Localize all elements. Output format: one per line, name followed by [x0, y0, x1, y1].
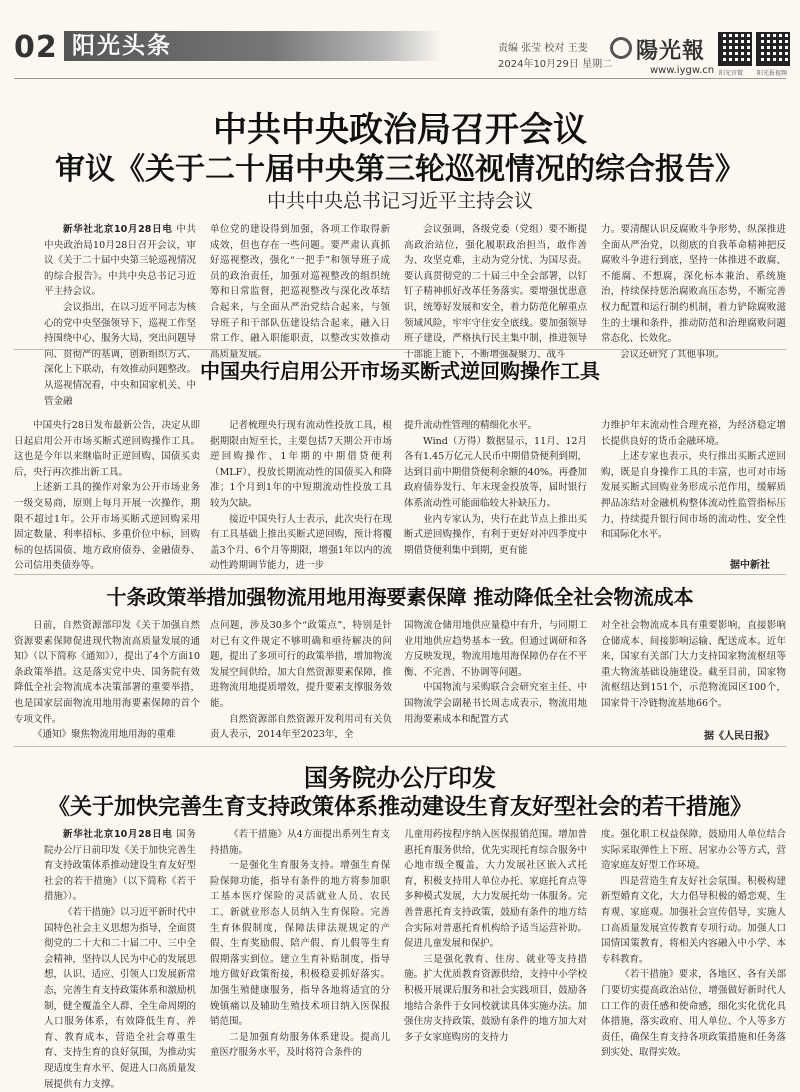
paragraph: 上述新工具的操作对象为公开市场业务一级交易商，原则上每月开展一次操作，期限不超过1年。公开市场买断式逆回购采用固定数量、利率招标、多重价位中标，回购标的包括国债、地方政府债券、金融债券、公司信用类债券等。: [14, 482, 200, 572]
article-headline-line2: 《关于加快完善生育支持政策体系推动建设生育友好型社会的若干措施》: [47, 795, 752, 820]
qr-label: 阳光报视频: [757, 70, 788, 77]
lead-column-4: [601, 222, 786, 360]
paragraph: 国务院办公厅日前印发《关于加快完善生育支持政策体系推动建设生育友好型社会的若干措施》（以下简称《若干措施》）。: [44, 829, 197, 903]
paragraph: 单位党的建设得到加强，各项工作取得新成效，但也存在一些问题。要严肃认真抓好巡视整改，强化“一把手”和领导班子成员的政治责任，加强对巡视整改的组织统筹和日常监督，把巡视整改与深化改革结合起来，与全面从严治党结合起来，与领导班子和干部队伍建设结合起来，融入日常工作、融入职能职责，以整改实效推动高质量发展。: [210, 224, 390, 360]
logo-text: 陽光報: [636, 38, 706, 64]
paragraph: 会议指出，在以习近平同志为核心的党中央坚强领导下，巡视工作坚持围绕中心、服务大局，突出问题导向、贯彻严的基调，创新组织方式、深化上下联动，有效推动问题整改。从巡视情况看，中央和国家机关、中管金融: [44, 301, 197, 407]
paragraph: 记者梳理央行现有流动性投放工具，根据期限由短至长，主要包括7天期公开市场逆回购操作、1年期的中期借贷便利（MLF）、投放长期流动性的国债买入和降准；1个月到1年的中短期流动性投放工具较为欠缺。: [210, 420, 392, 509]
paragraph: 上述专家也表示，央行推出买断式逆回购，既是自身操作工具的丰富，也可对市场发展买断式回购业务形成示范作用，缓解质押品冻结对金融机构整体流动性监管指标压力，持续提升银行间市场的流动性、安全性和国际化水平。: [601, 451, 786, 541]
article-source: 据《人民日报》: [704, 731, 774, 742]
article3-column-3: [404, 618, 587, 742]
paragraph: 会议还研究了其他事项。: [620, 348, 725, 360]
dateline: 新华社北京10月28日电: [63, 224, 173, 235]
divider: [14, 574, 786, 575]
qr-code-icon: [756, 32, 790, 66]
newspaper-logo: [610, 34, 710, 64]
paragraph: 国物流仓储用地供应量稳中有升，与同期工业用地供应趋势基本一致。但通过调研和各方反映发现，物流用地用海保障仍存在不平衡、不完善、不协调等问题。: [404, 620, 587, 678]
lead-headline-line2: 审议《关于二十届中央第三轮巡视情况的综合报告》: [55, 152, 745, 187]
paragraph: 点问题，涉及30多个“政策点”，特别是针对已有文件规定不够明确和亟待解决的问题，提出了多项可行的政策举措，增加物流发展空间供给，加大自然资源要素保障，推进物流用地提质增效，提升要素支撑服务效能。: [210, 620, 392, 709]
sun-icon: [610, 37, 632, 59]
paragraph: 业内专家认为，央行在此节点上推出买断式逆回购操作，有利于更好对冲四季度中期借贷便利集中到期，更有能: [404, 513, 587, 556]
divider: [14, 78, 786, 79]
article-source: 据中新社: [730, 560, 770, 571]
paragraph: 力。要清醒认识反腐败斗争形势，纵深推进全面从严治党，以彻底的自我革命精神把反腐败斗争进行到底，坚持一体推进不敢腐、不能腐、不想腐，深化标本兼治、系统施治，持续保持惩治腐败高压态势，不断完善权力配置和运行制约机制，着力铲除腐败滋生的土壤和条件，推动防范和治理腐败问题常态化、长效化。: [601, 224, 786, 345]
paragraph: 接近中国央行人士表示，此次央行在现有工具基础上推出买断式逆回购，预计将覆盖3个月、6个月等期限，增强1年以内的流动性跨期调节能力，进一步: [210, 513, 392, 572]
paragraph: 《通知》聚焦物流用地用海的重难: [33, 729, 176, 741]
article3-column-1: [14, 618, 200, 742]
paragraph: 《若干措施》以习近平新时代中国特色社会主义思想为指导，全面贯彻党的二十大和二十届二中、三中全会精神，坚持以人民为中心的发展思想，认识、适应、引领人口发展新常态，完善生育支持政策体系和激励机制，健全覆盖全人群、全生命周期的人口服务体系，有效降低生育、养育、教育成本，营造全社会尊重生育、支持生育的良好氛围，为推动实现适度生育水平、促进人口高质量发展提供有力支撑。: [44, 906, 197, 1090]
paragraph: 中共中央政治局10月28日召开会议，审议《关于二十届中央第三轮巡视情况的综合报告》。中共中央总书记习近平主持会议。: [44, 224, 197, 298]
paragraph: 一是强化生育服务支持。增强生育保险保障功能，指导有条件的地方将参加职工基本医疗保险的灵活就业人员、农民工、新就业形态人员纳入生育保险。完善生育休假制度，保障法律法规规定的产假、生育奖励假、陪产假、育儿假等生育假期落实到位。建立生育补贴制度，指导地方做好政策衔接，积极稳妥抓好落实。加强生殖健康服务，指导各地将适宜的分娩镇痛以及辅助生殖技术项目纳入医保报销范围。: [210, 860, 390, 1028]
lead-headline: 中共中央政治局召开会议: [213, 110, 587, 150]
section-name: 阳光头条: [64, 31, 442, 61]
paragraph: 《若干措施》从4方面提出系列生育支持措施。: [210, 829, 390, 856]
lead-column-3: [404, 222, 587, 360]
article3-column-2: [210, 618, 392, 742]
article2-column-4: [601, 418, 786, 542]
paragraph: 中国央行28日发布最新公告，决定从即日起启用公开市场买断式逆回购操作工具。这也是今年以来继临时正逆回购、国债买卖后，央行再次推出新工具。: [14, 420, 200, 478]
article2-column-2: [210, 418, 392, 572]
paragraph: 儿童用药按程序纳入医保报销范围。增加普惠托育服务供给，优先实现托育综合服务中心地市级全覆盖，大力发展社区嵌入式托育，积极支持用人单位办托、家庭托育点等多种模式发展，大力发展托幼一体服务。完善普惠托育支持政策，鼓励有条件的地方结合实际对普惠托育机构给予适当运营补助。促进儿童发展和保护。: [404, 829, 587, 950]
paragraph: 《若干措施》要求，各地区、各有关部门要切实提高政治站位，增强做好新时代人口工作的责任感和使命感，细化实化优化具体措施，落实政府、用人单位、个人等多方责任，确保生育支持各项政策措施和任务落到实处、取得实效。: [601, 969, 786, 1059]
paragraph: 二是加强育幼服务体系建设。提高儿童医疗服务水平，及时将符合条件的: [210, 1031, 390, 1059]
article4-column-1: [44, 827, 197, 1090]
article4-column-4: [601, 827, 786, 1077]
article-headline: 十条政策举措加强物流用地用海要素保障 推动降低全社会物流成本: [106, 585, 694, 609]
paragraph: Wind（万得）数据显示，11月、12月各有1.45万亿元人民币中期借贷便利到期，达到目前中期借贷便利余额的40%。再叠加政府债券发行、年末现金投放等，届时银行体系流动性可能面临较大补缺压力。: [404, 435, 587, 509]
article-headline: 国务院办公厅印发: [304, 764, 496, 792]
page-number: 02: [14, 30, 58, 65]
paragraph: 力维护年末流动性合理充裕，为经济稳定增长提供良好的货币金融环境。: [601, 420, 786, 447]
article4-column-3: [404, 827, 587, 1077]
article4-column-2: [210, 827, 390, 1077]
site-url[interactable]: www.iygw.cn: [650, 65, 715, 76]
masthead: [0, 0, 800, 78]
paragraph: 中国物流与采购联合会研究室主任、中国物流学会副秘书长周志成表示，物流用地用海要素成本和配置方式: [404, 682, 587, 725]
qr-code-icon: [718, 32, 752, 66]
paragraph: 对全社会物流成本具有重要影响，直接影响仓储成本、间接影响运输、配送成本。近年来，国家有关部门大力支持国家物流枢纽等重大物流基础设施建设。截至目前，国家物流枢纽达到151个，示范物流园区100个，国家骨干冷链物流基地66个。: [601, 620, 786, 709]
paragraph: 度。强化职工权益保障，鼓励用人单位结合实际采取弹性上下班、居家办公等方式，营造家庭友好型工作环境。: [601, 829, 786, 872]
paragraph: 四是营造生育友好社会氛围。积极构建新型婚育文化，大力倡导积极的婚恋观、生育观、家庭观。加强社会宣传倡导，实施人口高质量发展宣传教育专项行动。加强人口国情国策教育，将相关内容融入中小学、本专科教育。: [601, 875, 786, 965]
lead-column-1: [44, 222, 197, 407]
paragraph: 日前，自然资源部印发《关于加强自然资源要素保障促进现代物流高质量发展的通知》（以下简称《通知》），提出了4个方面10条政策举措。这是落实党中央、国务院有效降低全社会物流成本决策部署的重要举措，也是国家层面物流用地用海要素保障的首个专项文件。: [14, 620, 200, 725]
article2-column-3: [404, 418, 587, 558]
article-headline: 中国央行启用公开市场买断式逆回购操作工具: [200, 359, 600, 383]
paragraph: 提升流动性管理的精细化水平。: [404, 420, 538, 431]
article2-column-1: [14, 418, 200, 572]
paragraph: 三是强化教育、住房、就业等支持措施。扩大优质教育资源供给，支持中小学校积极开展课后服务和社会实践项目，鼓励各地结合条件于女同校就读具体实施办法。加强住房支持政策，鼓励有条件的地方加大对多子女家庭购房的支持力: [404, 953, 587, 1043]
divider: [14, 349, 786, 350]
article3-column-4: [601, 618, 786, 726]
lead-subtitle: 中共中央总书记习近平主持会议: [266, 190, 533, 212]
paragraph: 会议强调，各级党委（党组）要不断提高政治站位，强化履职政治担当，敢作善为、攻坚克难，主动为党分忧、为国尽责。要认真贯彻党的二十届三中全会部署，以钉钉子精神抓好改革任务落实。要增强忧患意识，统筹好发展和安全，着力防范化解重点领域风险，牢牢守住安全底线。要加强领导班子建设，严格执行民主集中制，推进领导干部能上能下，不断增强凝聚力、战斗: [404, 224, 587, 360]
paragraph: 自然资源部自然资源开发利用司有关负责人表示，2014年至2023年，全: [210, 713, 392, 741]
qr-label: 阳光官微: [719, 70, 744, 77]
publication-date: 2024年10月29日 星期二: [498, 59, 613, 70]
editors-credit: 责编 张莹 校对 王斐: [498, 43, 588, 54]
divider: [14, 746, 786, 747]
lead-column-2: [210, 222, 390, 360]
dateline: 新华社北京10月28日电: [63, 829, 173, 840]
